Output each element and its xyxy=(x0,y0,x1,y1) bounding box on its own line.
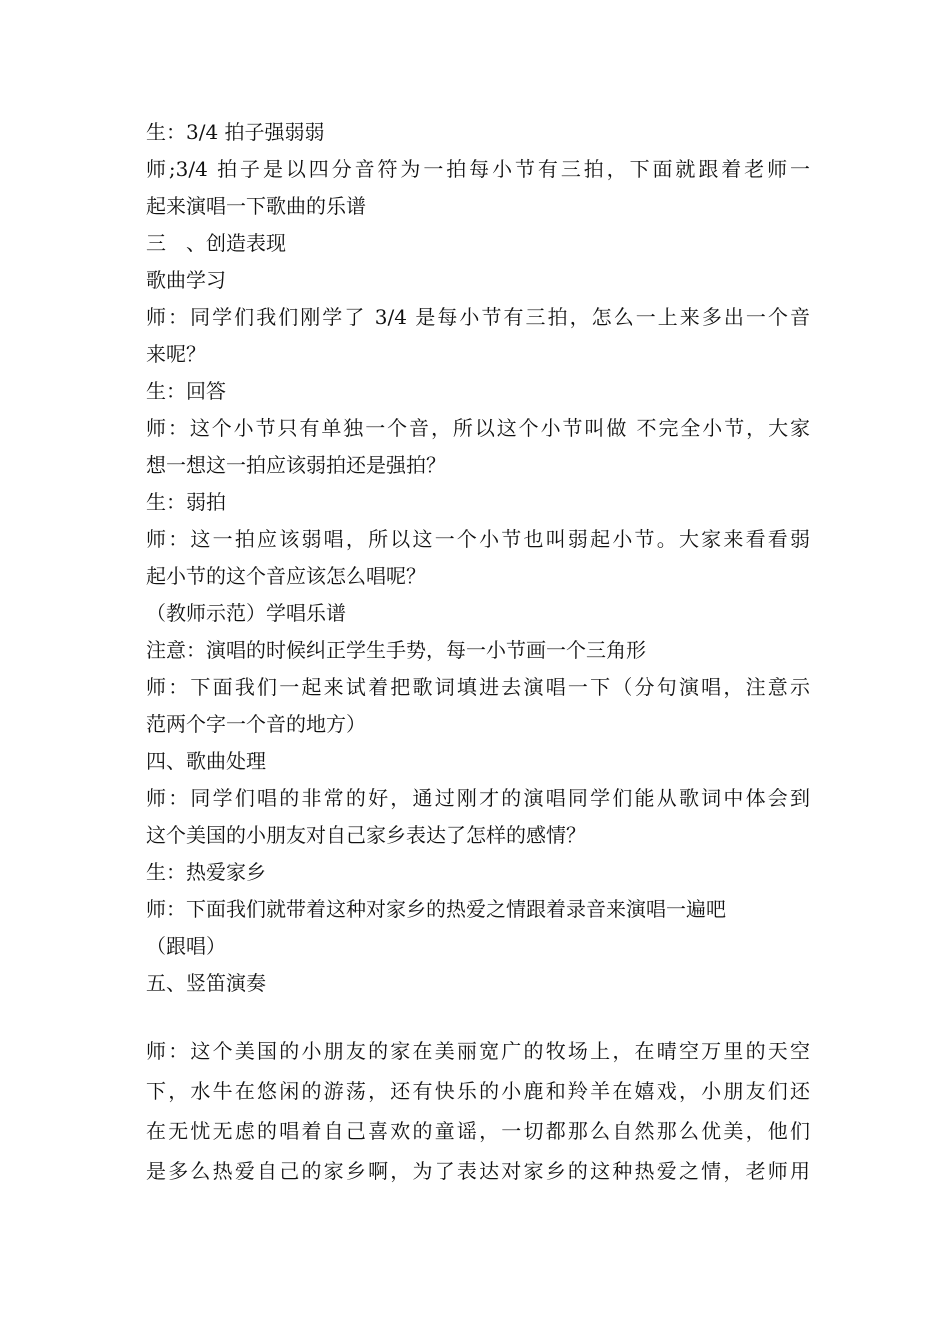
text-line: 师：下面我们一起来试着把歌词填进去演唱一下（分句演唱，注意示 xyxy=(146,675,810,699)
text-line: 来呢？ xyxy=(146,342,206,366)
section-heading: 三 、创造表现 xyxy=(146,231,286,255)
text-line: 师：这个小节只有单独一个音，所以这个小节叫做 不完全小节，大家 xyxy=(146,416,810,440)
text-line: 师;3/4 拍子是以四分音符为一拍每小节有三拍，下面就跟着老师一 xyxy=(146,157,810,181)
document-section-1 xyxy=(146,114,810,1002)
text-line: 师：这一拍应该弱唱，所以这一个小节也叫弱起小节。大家来看看弱 xyxy=(146,527,810,551)
subheading: 歌曲学习 xyxy=(146,268,226,292)
section-heading: 四、歌曲处理 xyxy=(146,749,266,773)
document-page xyxy=(146,114,810,1191)
paragraph-gap xyxy=(146,1002,810,1031)
text-line: 生：回答 xyxy=(146,379,226,403)
text-line: 在无忧无虑的唱着自己喜欢的童谣，一切都那么自然那么优美，他们 xyxy=(146,1119,810,1143)
text-line: 师：下面我们就带着这种对家乡的热爱之情跟着录音来演唱一遍吧 xyxy=(146,897,726,921)
text-line: 师：同学们我们刚学了 3/4 是每小节有三拍，怎么一上来多出一个音 xyxy=(146,305,810,329)
text-line: 生：弱拍 xyxy=(146,490,226,514)
text-line: 师：同学们唱的非常的好，通过刚才的演唱同学们能从歌词中体会到 xyxy=(146,786,810,810)
text-line: 这个美国的小朋友对自己家乡表达了怎样的感情？ xyxy=(146,823,586,847)
text-line: 师：这个美国的小朋友的家在美丽宽广的牧场上，在晴空万里的天空 xyxy=(146,1039,810,1063)
text-line: 生：热爱家乡 xyxy=(146,860,266,884)
text-line: 起小节的这个音应该怎么唱呢？ xyxy=(146,564,426,588)
text-line: 范两个字一个音的地方） xyxy=(146,712,366,736)
text-line: 下，水牛在悠闲的游荡，还有快乐的小鹿和羚羊在嬉戏，小朋友们还 xyxy=(146,1079,810,1103)
text-line: 是多么热爱自己的家乡啊，为了表达对家乡的这种热爱之情，老师用 xyxy=(146,1159,810,1183)
text-line: 想一想这一拍应该弱拍还是强拍？ xyxy=(146,453,446,477)
text-line: （跟唱） xyxy=(146,934,226,958)
text-line: 生：3/4 拍子强弱弱 xyxy=(146,120,325,144)
section-heading: 五、竖笛演奏 xyxy=(146,971,266,995)
text-line: （教师示范）学唱乐谱 xyxy=(146,601,346,625)
text-line: 注意：演唱的时候纠正学生手势，每一小节画一个三角形 xyxy=(146,638,646,662)
document-section-2 xyxy=(146,1031,810,1191)
text-line: 起来演唱一下歌曲的乐谱 xyxy=(146,194,366,218)
